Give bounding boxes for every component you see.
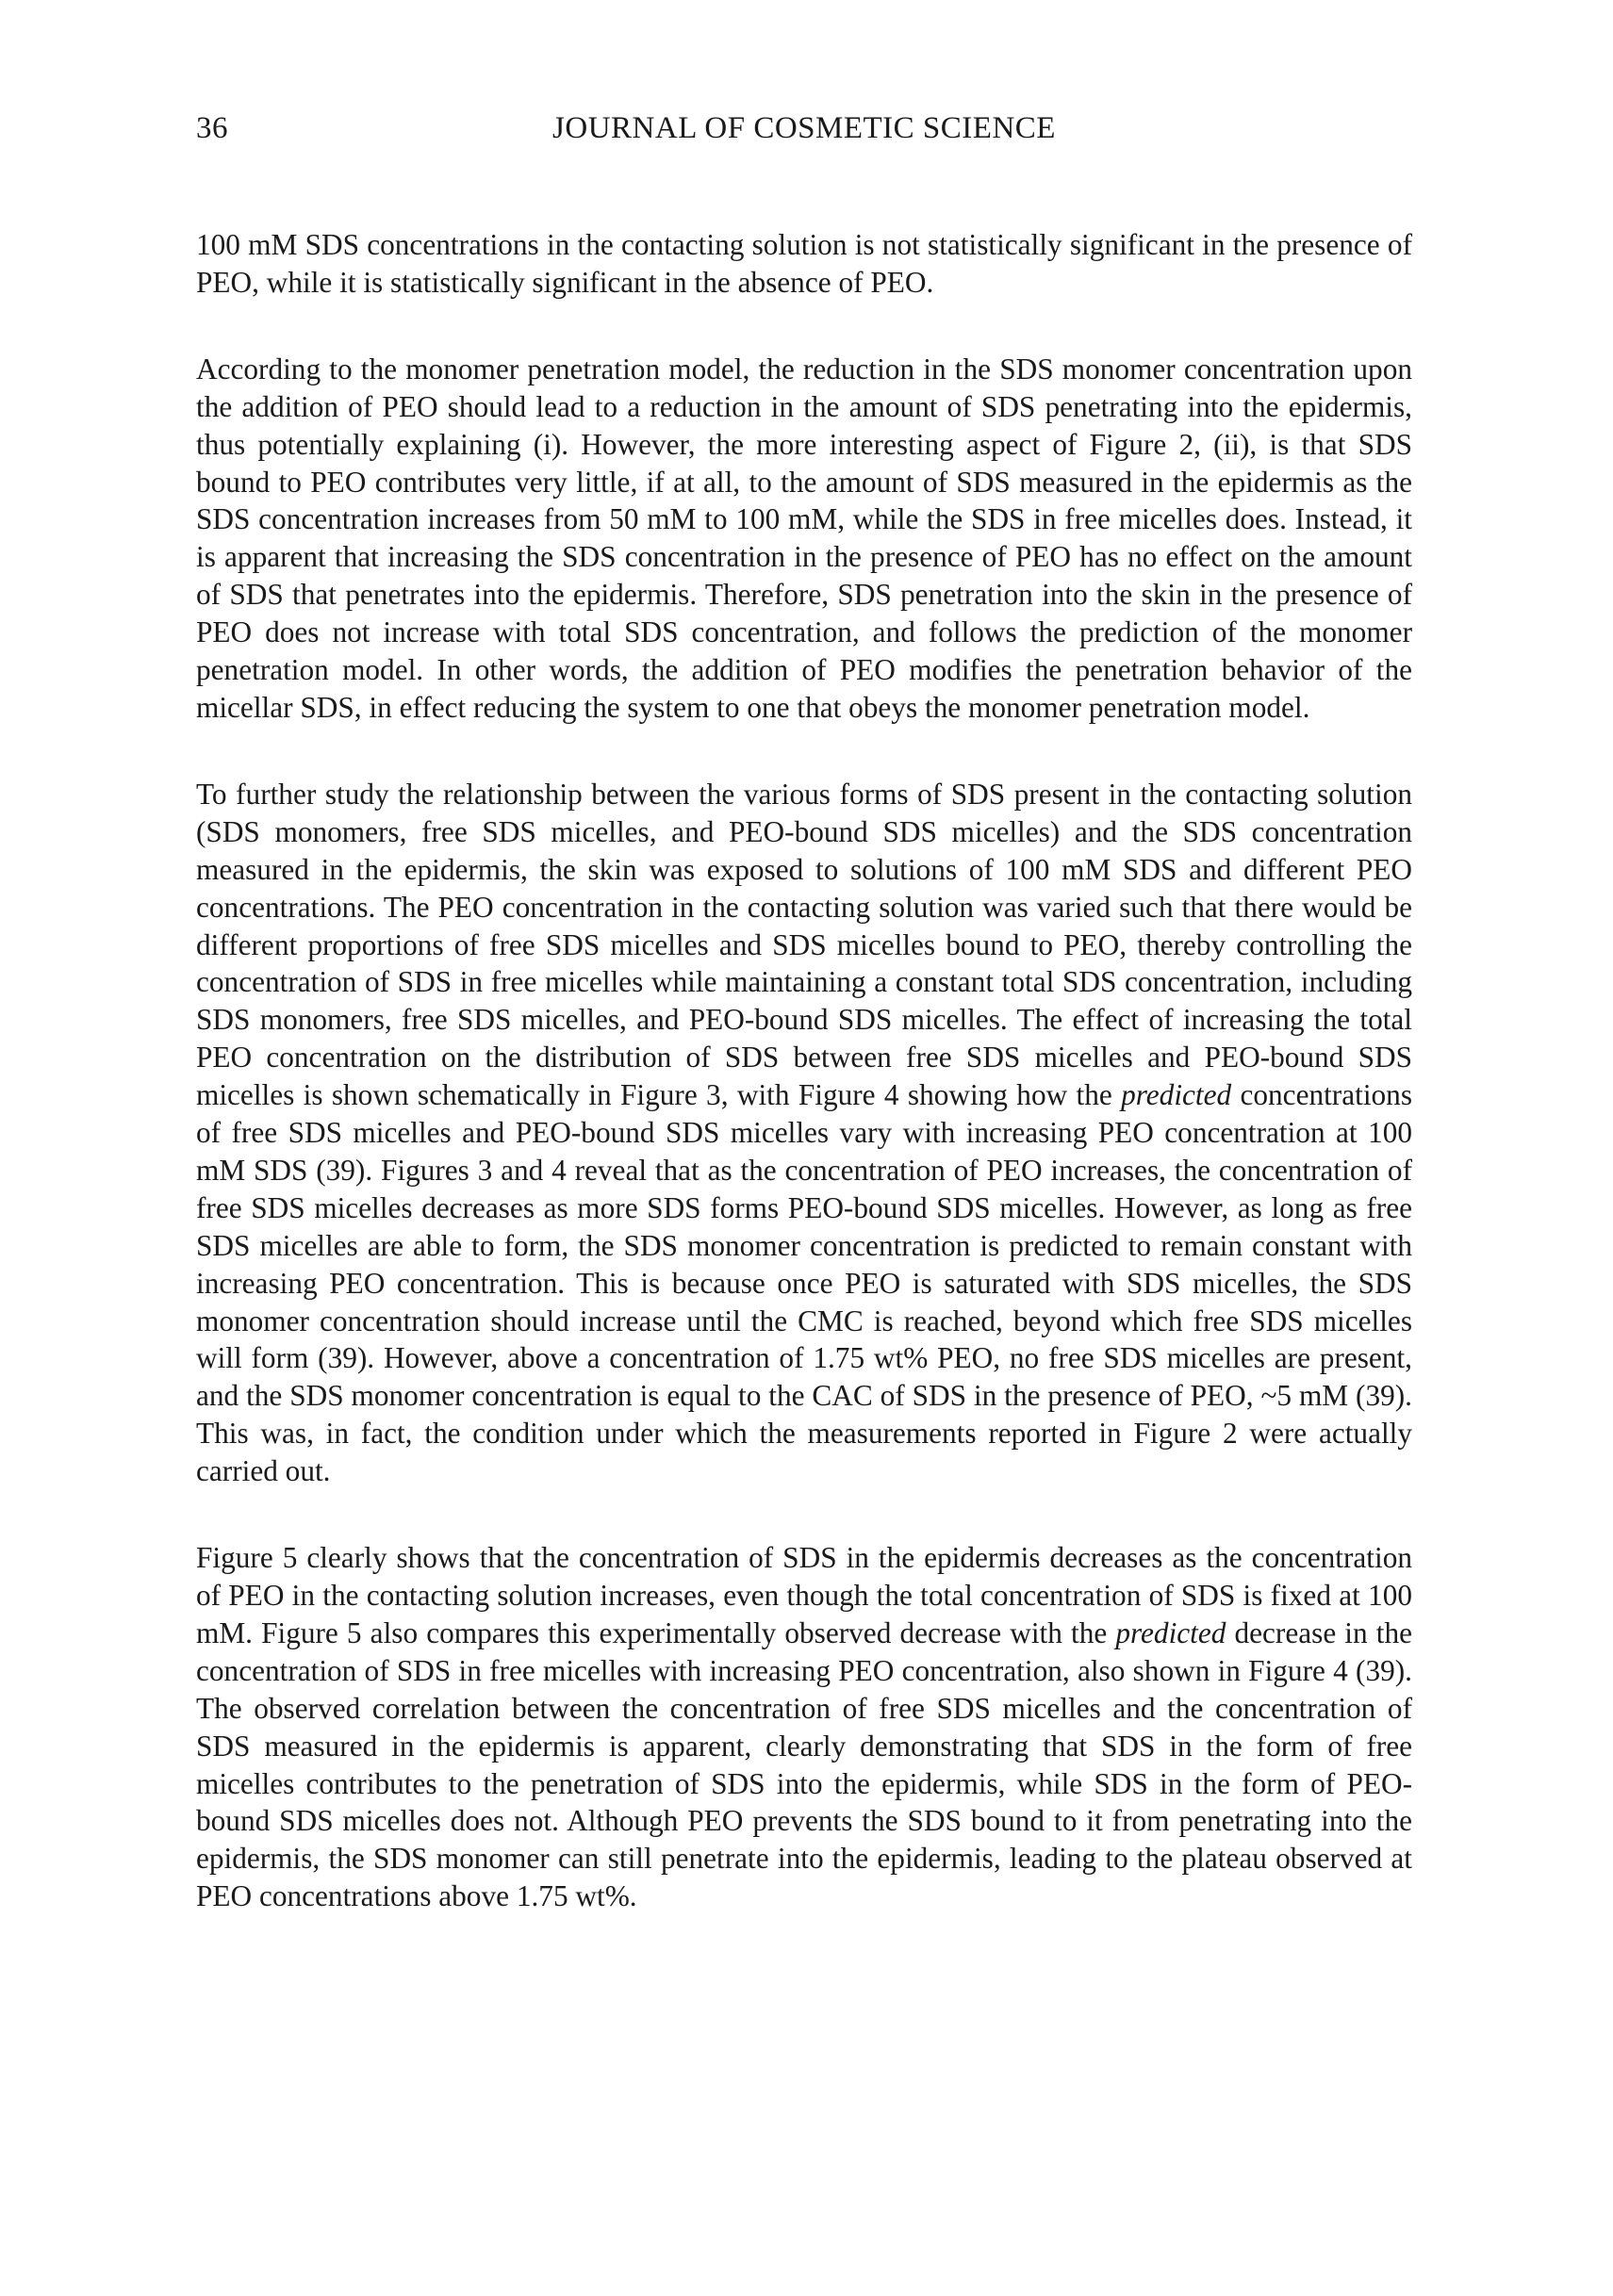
journal-title: JOURNAL OF COSMETIC SCIENCE: [552, 111, 1056, 145]
paragraph-4: [196, 1539, 1412, 1915]
running-header: [196, 111, 1412, 168]
paragraph-4-emphasis: predicted: [1115, 1615, 1226, 1649]
paragraph-4-text-before: Figure 5 clearly shows that the concentration of SDS in the epidermis decreases as the concentration of PEO in the contacting solution increases, even though the total concentration of SDS is fixed at 100 mM. Figure 5 also compares this experimentally observed decrease with the: [196, 1541, 1412, 1649]
paragraph-4-text-after: decrease in the concentration of SDS in free micelles with increasing PEO concentration, also shown in Figure 4 (39). The observed correlation between the concentration of free SDS micelles and the concentration of SDS measured in the epidermis is apparent, clearly demonstrating that SDS in the form of free micelles contributes to the penetration of SDS into the epidermis, while SDS in the form of PEO-bound SDS micelles does not. Although PEO prevents the SDS bound to it from penetrating into the epidermis, the SDS monomer can still penetrate into the epidermis, leading to the plateau observed at PEO concentrations above 1.75 wt%.: [196, 1615, 1412, 1913]
paragraph-3-text-before: To further study the relationship between the various forms of SDS present in the contacting solution (SDS monomers, free SDS micelles, and PEO-bound SDS micelles) and the SDS concentration measured in the epidermis, the skin was exposed to solutions of 100 mM SDS and different PEO concentrations. The PEO concentration in the contacting solution was varied such that there would be different proportions of free SDS micelles and SDS micelles bound to PEO, thereby controlling the concentration of SDS in free micelles while maintaining a constant total SDS concentration, including SDS monomers, free SDS micelles, and PEO-bound SDS micelles. The effect of increasing the total PEO concentration on the distribution of SDS between free SDS micelles and PEO-bound SDS micelles is shown schematically in Figure 3, with Figure 4 showing how the: [196, 777, 1412, 1112]
paragraph-1-text: 100 mM SDS concentrations in the contacting solution is not statistically significant in the presence of PEO, while it is statistically significant in the absence of PEO.: [196, 228, 1412, 299]
paragraph-3: [196, 776, 1412, 1490]
page-number: 36: [196, 111, 228, 145]
paragraph-3-emphasis: predicted: [1121, 1078, 1232, 1112]
paragraph-1: [196, 226, 1412, 302]
journal-page: [196, 111, 1412, 1915]
paragraph-3-text-after: concentrations of free SDS micelles and PEO-bound SDS micelles vary with increasing PEO concentration at 100 mM SDS (39). Figures 3 and 4 reveal that as the concentration of PEO increases, the concentration of free SDS micelles decreases as more SDS forms PEO-bound SDS micelles. However, as long as free SDS micelles are able to form, the SDS monomer concentration is predicted to remain constant with increasing PEO concentration. This is because once PEO is saturated with SDS micelles, the SDS monomer concentration should increase until the CMC is reached, beyond which free SDS micelles will form (39). However, above a concentration of 1.75 wt% PEO, no free SDS micelles are present, and the SDS monomer concentration is equal to the CAC of SDS in the presence of PEO, ~5 mM (39). This was, in fact, the condition under which the measurements reported in Figure 2 were actually carried out.: [196, 1078, 1412, 1488]
paragraph-2: [196, 351, 1412, 727]
article-body: [196, 226, 1412, 1915]
paragraph-2-text: According to the monomer penetration model, the reduction in the SDS monomer concentration upon the addition of PEO should lead to a reduction in the amount of SDS penetrating into the epidermis, thus potentially explaining (i). However, the more interesting aspect of Figure 2, (ii), is that SDS bound to PEO contributes very little, if at all, to the amount of SDS measured in the epidermis as the SDS concentration increases from 50 mM to 100 mM, while the SDS in free micelles does. Instead, it is apparent that increasing the SDS concentration in the presence of PEO has no effect on the amount of SDS that penetrates into the epidermis. Therefore, SDS penetration into the skin in the presence of PEO does not increase with total SDS concentration, and follows the prediction of the monomer penetration model. In other words, the addition of PEO modifies the penetration behavior of the micellar SDS, in effect reducing the system to one that obeys the monomer penetration model.: [196, 352, 1412, 724]
